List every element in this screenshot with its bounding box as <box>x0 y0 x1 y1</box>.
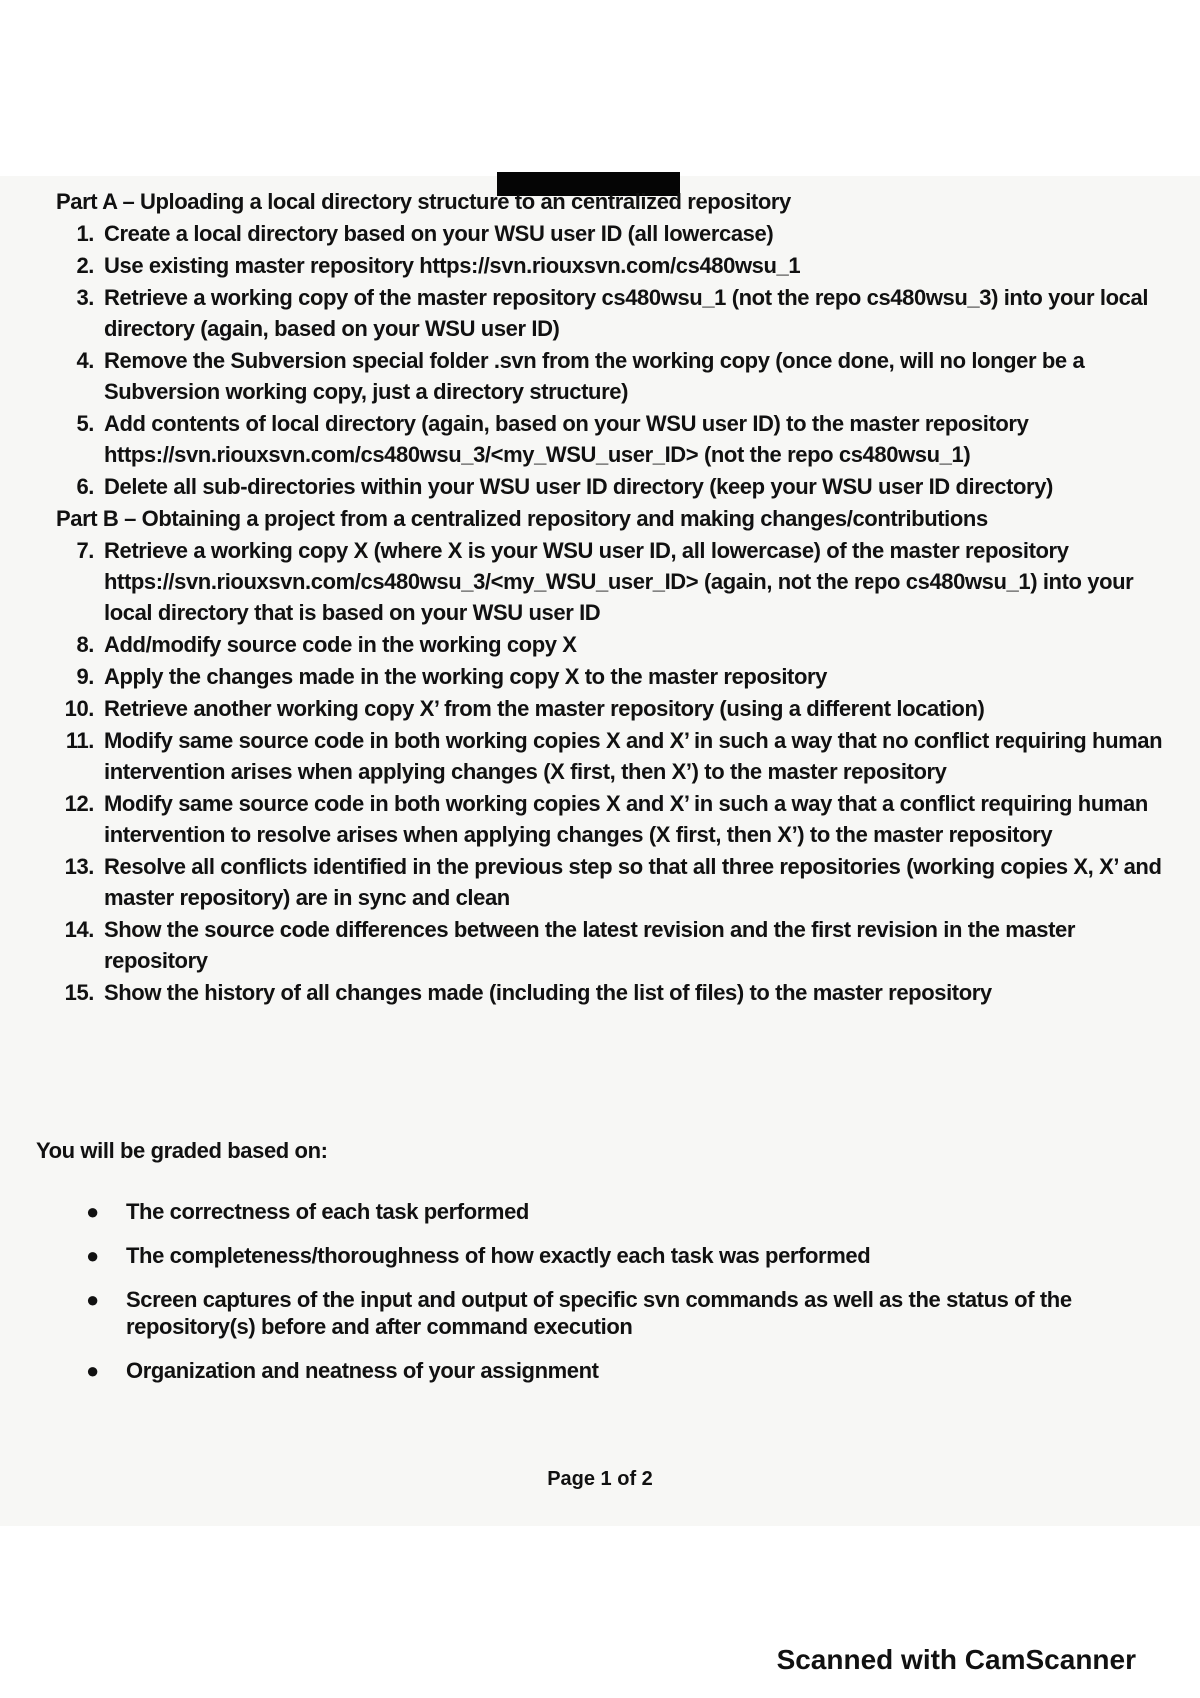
task-number: 11. <box>65 728 94 753</box>
part-a-heading: Part A – Uploading a local directory structure to an centralized repository <box>56 189 791 214</box>
task-number: 12. <box>64 791 94 816</box>
task-number: 5. <box>76 411 94 436</box>
task-text: Remove the Subversion special folder .svn from the working copy (once done, will no longer be a Subversion working copy, just a directory structure) <box>104 348 1085 404</box>
grading-heading: You will be graded based on: <box>36 1138 328 1163</box>
task-item <box>56 345 1166 407</box>
task-text: Retrieve a working copy of the master repository cs480wsu_1 (not the repo cs480wsu_3) into your local directory (again, based on your WSU user ID) <box>104 285 1149 341</box>
task-text: Use existing master repository https://svn.riouxsvn.com/cs480wsu_1 <box>104 253 801 278</box>
task-text: Modify same source code in both working copies X and X’ in such a way that no conflict requiring human intervention arises when applying changes (X first, then X’) to the master repository <box>104 728 1163 784</box>
task-number: 9. <box>76 664 94 689</box>
task-text: Modify same source code in both working copies X and X’ in such a way that a conflict requiring human intervention to resolve arises when applying changes (X first, then X’) to the master repository <box>104 791 1148 847</box>
task-item <box>56 914 1166 976</box>
task-item <box>56 408 1166 470</box>
bullet-icon: ● <box>86 1358 99 1383</box>
grading-criteria-list <box>86 1198 1126 1401</box>
page-number: Page 1 of 2 <box>547 1468 653 1490</box>
task-text: Add contents of local directory (again, based on your WSU user ID) to the master repository https://svn.riouxsvn.com/cs480wsu_3/<my_WSU_user_ID> (not the repo cs480wsu_1) <box>104 411 1029 467</box>
assignment-content <box>56 186 1166 1009</box>
task-number: 10. <box>64 696 94 721</box>
task-item <box>56 629 1166 660</box>
task-number: 15. <box>64 980 94 1005</box>
task-text: Show the source code differences between the latest revision and the first revision in the master repository <box>104 917 1076 973</box>
criteria-item <box>86 1357 1126 1384</box>
bullet-icon: ● <box>86 1287 99 1312</box>
part-b-task-list <box>56 535 1166 1008</box>
task-number: 14. <box>64 917 94 942</box>
task-number: 6. <box>76 474 94 499</box>
task-text: Show the history of all changes made (including the list of files) to the master repository <box>104 980 992 1005</box>
criteria-item <box>86 1242 1126 1269</box>
task-text: Retrieve a working copy X (where X is your WSU user ID, all lowercase) of the master repository https://svn.riouxsvn.com/cs480wsu_3/<my_WSU_user_ID> (again, not the repo cs480wsu_1) into your local directory that is based on your WSU user ID <box>104 538 1134 625</box>
task-number: 3. <box>76 285 94 310</box>
criteria-item <box>86 1286 1126 1340</box>
bullet-icon: ● <box>86 1199 99 1224</box>
task-item <box>56 977 1166 1008</box>
task-item <box>56 788 1166 850</box>
task-text: Delete all sub-directories within your WSU user ID directory (keep your WSU user ID directory) <box>104 474 1053 499</box>
scanner-watermark: Scanned with CamScanner <box>776 1644 1136 1675</box>
task-item <box>56 693 1166 724</box>
task-item <box>56 282 1166 344</box>
task-text: Retrieve another working copy X’ from the master repository (using a different location) <box>104 696 985 721</box>
task-number: 1. <box>76 221 94 246</box>
criteria-text: Screen captures of the input and output of specific svn commands as well as the status of the repository(s) before and after command execution <box>126 1287 1072 1339</box>
task-item <box>56 250 1166 281</box>
task-number: 7. <box>76 538 94 563</box>
task-item <box>56 218 1166 249</box>
task-text: Add/modify source code in the working copy X <box>104 632 577 657</box>
criteria-text: Organization and neatness of your assignment <box>126 1358 599 1383</box>
task-number: 4. <box>76 348 94 373</box>
task-item <box>56 535 1166 628</box>
part-b-heading: Part B – Obtaining a project from a centralized repository and making changes/contributions <box>56 506 988 531</box>
criteria-item <box>86 1198 1126 1225</box>
task-text: Apply the changes made in the working copy X to the master repository <box>104 664 827 689</box>
task-item <box>56 725 1166 787</box>
criteria-text: The completeness/thoroughness of how exactly each task was performed <box>126 1243 871 1268</box>
task-number: 2. <box>76 253 94 278</box>
task-number: 13. <box>64 854 94 879</box>
task-text: Resolve all conflicts identified in the previous step so that all three repositories (working copies X, X’ and master repository) are in sync and clean <box>104 854 1162 910</box>
task-item <box>56 851 1166 913</box>
task-text: Create a local directory based on your WSU user ID (all lowercase) <box>104 221 774 246</box>
criteria-text: The correctness of each task performed <box>126 1199 529 1224</box>
task-item <box>56 471 1166 502</box>
part-a-task-list <box>56 218 1166 502</box>
bullet-icon: ● <box>86 1243 99 1268</box>
task-number: 8. <box>76 632 94 657</box>
task-item <box>56 661 1166 692</box>
